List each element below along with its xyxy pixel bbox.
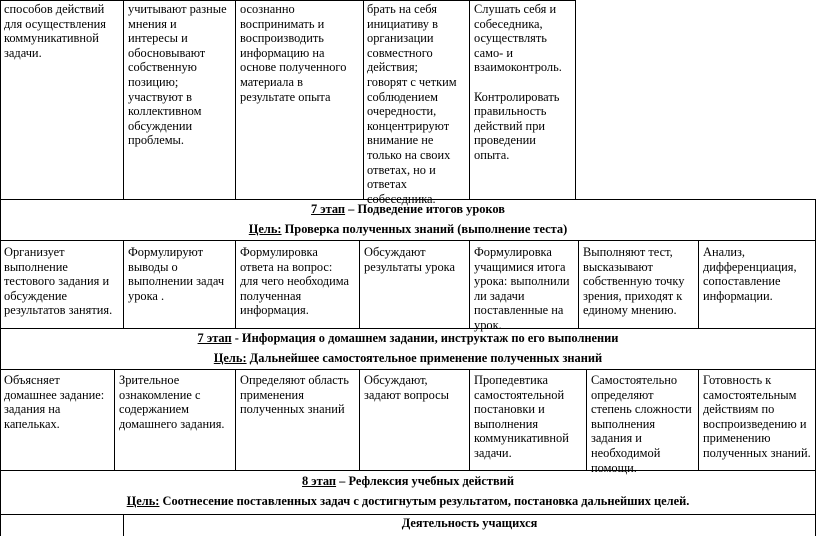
table-cell: Определяют область применения полученных знаний [240,373,349,417]
stage-title [0,202,816,217]
table-cell: Обсуждают, задают вопросы [364,373,449,402]
stage-title [0,331,816,346]
border [123,240,124,329]
table-cell: Формулировка учащимися итога урока: выполнили ли задачи поставленные на урок. [474,245,570,332]
stage-label: 7 этап [311,202,346,216]
border [698,369,699,471]
goal-label: Цель: [213,351,247,365]
border [359,240,360,329]
border [586,369,587,471]
stage-goal [0,222,816,237]
border [469,0,470,200]
table-cell: Слушать себя и собеседника, осуществлять само- и взаимоконтроль. Контролировать правильность действий при проведении опыта. [474,2,562,162]
border [469,369,470,471]
column-header: Деятельность учащихся [401,516,538,530]
table-cell: Готовность к самостоятельным действиям по воспроизведению и применению полученных знаний. [703,373,811,460]
table-cell: Выполняют тест, высказывают собственную точку зрения, приходят к единому мнению. [583,245,685,318]
border [575,0,576,200]
table-cell: Анализ, дифференциация, сопоставление информации. [703,245,797,303]
table-cell: осознанно воспринимать и воспроизводить информацию на основе полученного материала в результате опыта [240,2,347,104]
border [578,240,579,329]
table-cell: Организует выполнение тестового задания и обсуждение результатов занятия. [4,245,113,318]
stage-title-text: – Рефлексия учебных действий [336,474,514,488]
stage-title [0,474,816,489]
border [0,0,576,1]
goal-text: Проверка полученных знаний (выполнение теста) [281,222,568,236]
goal-text: Дальнейшее самостоятельное применение полученных знаний [246,351,603,365]
stage-goal [0,494,816,509]
stage-label: 7 этап [197,331,232,345]
goal-label: Цель: [126,494,160,508]
goal-label: Цель: [248,222,282,236]
table-cell: Самостоятельно определяют степень сложности выполнения задания и необходимой помощи. [591,373,692,475]
border [0,0,1,536]
border [235,0,236,200]
border [698,240,699,329]
border [114,369,115,471]
table-cell: Формулировка ответа на вопрос: для чего необходима полученная информация. [240,245,349,318]
table-cell: способов действий для осуществления коммуникативной задачи. [4,2,106,60]
border [235,369,236,471]
border [359,369,360,471]
goal-text: Соотнесение поставленных задач с достигнутым результатом, постановка дальнейших целей. [159,494,690,508]
table-cell: Пропедевтика самостоятельной постановки и выполнения коммуникативной задачи. [474,373,569,460]
table-cell: Обсуждают результаты урока [364,245,455,274]
table-cell: Зрительное ознакомление с содержанием домашнего задания. [119,373,225,431]
stage-title-text: - Информация о домашнем задании, инструктаж по его выполнении [231,331,619,345]
border [123,0,124,200]
border [0,369,816,370]
table-cell: учитывают разные мнения и интересы и обосновывают собственную позицию; участвуют в коллективном обсуждении проблемы. [128,2,227,148]
table-cell: брать на себя инициативу в организации совместного действия; говорят с четким соблюдением очередности, концентрируют внимание не только на своих ответах, но и ответах собеседника. [367,2,457,206]
stage-label: 8 этап [302,474,337,488]
border [363,0,364,200]
table-cell: Объясняет домашнее задание: задания на капельках. [4,373,105,431]
border [235,240,236,329]
table-cell: Формулируют выводы о выполнении задач урока . [128,245,225,303]
stage-title-text: – Подведение итогов уроков [345,202,505,216]
border [469,240,470,329]
stage-goal [0,351,816,366]
